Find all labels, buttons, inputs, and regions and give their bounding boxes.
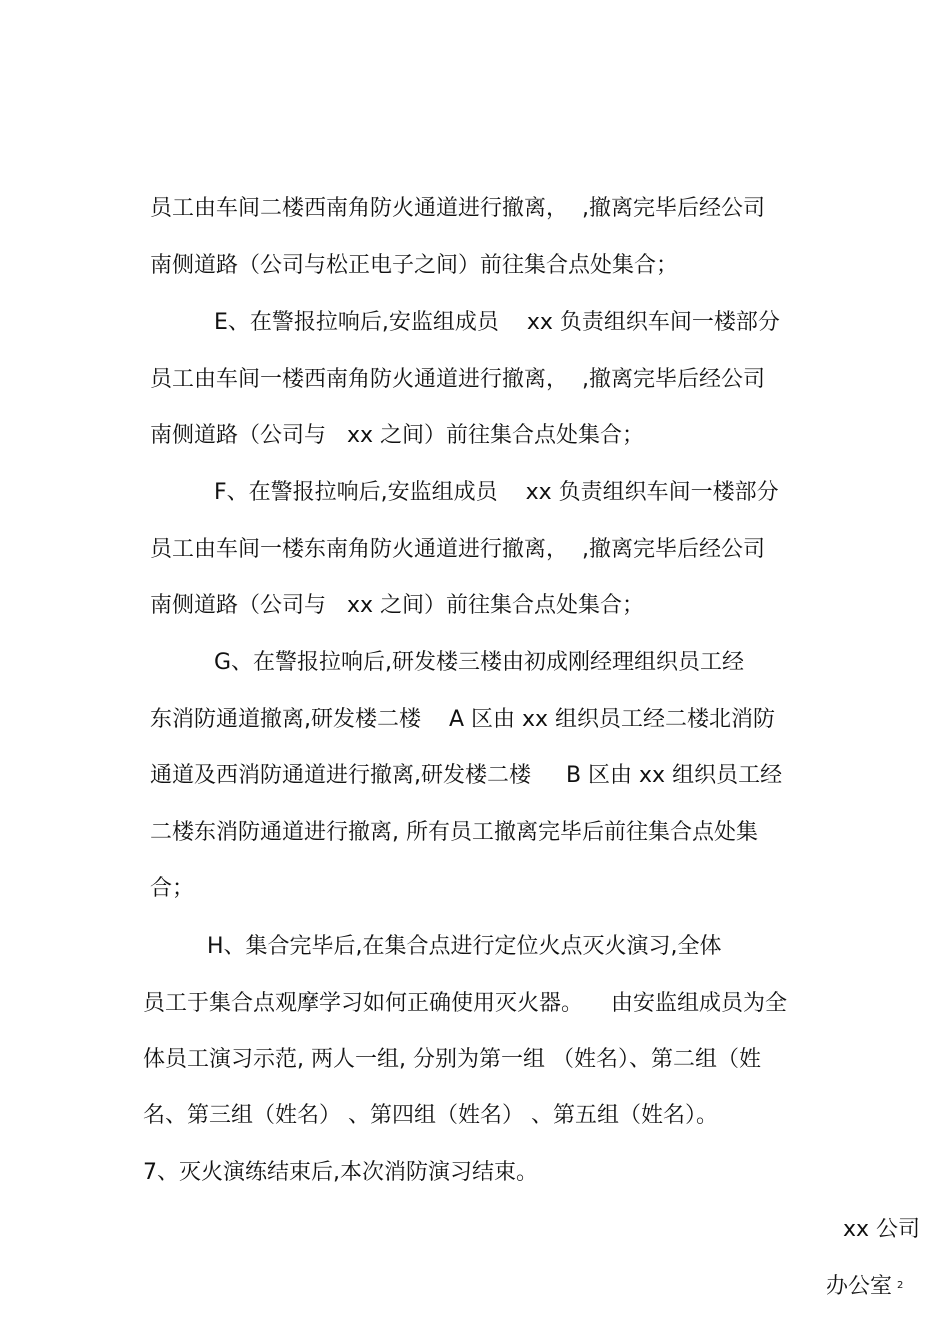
paragraph-line: 南侧道路（公司与松正电子之间）前往集合点处集合； [150,253,679,278]
paragraph-line: 东消防通道撤离,研发楼二楼 A 区由 xx 组织员工经二楼北消防 [150,707,776,732]
paragraph-line: 二楼东消防通道进行撤离, 所有员工撤离完毕后前往集合点处集 [150,820,758,845]
signature-company: xx 公司 [842,1217,920,1242]
paragraph-line: G、在警报拉响后,研发楼三楼由初成刚经理组织员工经 [214,650,745,675]
paragraph-line: 通道及西消防通道进行撤离,研发楼二楼 B 区由 xx 组织员工经 [150,763,783,788]
paragraph-line: E、在警报拉响后,安监组成员 xx 负责组织车间一楼部分 [214,310,780,335]
paragraph-line: F、在警报拉响后,安监组成员 xx 负责组织车间一楼部分 [214,480,779,505]
paragraph-line: 名、第三组（姓名） 、第四组（姓名） 、第五组（姓名）。 [143,1103,718,1128]
paragraph-line: 员工由车间二楼西南角防火通道进行撤离， ,撤离完毕后经公司 [150,196,765,221]
paragraph-line: 员工由车间一楼西南角防火通道进行撤离， ,撤离完毕后经公司 [150,367,765,392]
signature-office: 办公室 [825,1274,892,1299]
paragraph-line: 体员工演习示范, 两人一组, 分别为第一组 （姓名）、第二组（姓 [143,1047,761,1072]
paragraph-line: 南侧道路（公司与 xx 之间）前往集合点处集合； [150,593,645,618]
paragraph-line: 合； [150,876,195,901]
paragraph-line: 南侧道路（公司与 xx 之间）前往集合点处集合； [150,423,645,448]
paragraph-line: 7、灭火演练结束后,本次消防演习结束。 [143,1160,538,1185]
paragraph-line: H、集合完毕后,在集合点进行定位火点灭火演习,全体 [207,934,722,959]
paragraph-line: 员工由车间一楼东南角防火通道进行撤离， ,撤离完毕后经公司 [150,537,765,562]
paragraph-line: 员工于集合点观摩学习如何正确使用灭火器。 由安监组成员为全 [143,991,787,1016]
page-number: 2 [897,1280,904,1291]
